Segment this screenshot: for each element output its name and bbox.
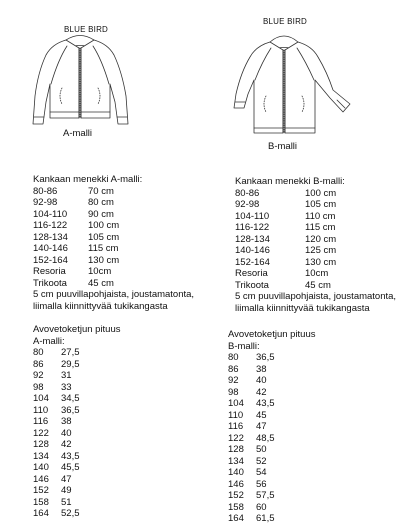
table-row: 128 50 — [228, 444, 267, 455]
brand-label-a: BLUE BIRD — [64, 25, 109, 34]
table-row: 152 49 — [33, 485, 72, 496]
table-row: 104-110 90 cm — [33, 208, 114, 220]
table-row: 80 36,5 — [228, 352, 275, 363]
zipper-subtitle-a: A-malli: — [33, 335, 65, 347]
table-row: 128-134 120 cm — [235, 233, 337, 245]
table-row: 104 43,5 — [228, 398, 275, 409]
zipper-lengths-a — [33, 324, 153, 520]
table-row: 80-86 100 cm — [235, 187, 337, 199]
table-row: Resoria 10cm — [33, 266, 112, 277]
fabric-title-b: Kankaan menekki B-malli: — [235, 176, 345, 187]
table-row: 98 33 — [33, 381, 72, 393]
zipper-title-a: Avovetoketjun pituus — [33, 324, 121, 335]
table-row: 140 54 — [228, 467, 267, 478]
table-row: 152-164 130 cm — [33, 254, 120, 266]
table-row: 92 31 — [33, 370, 72, 381]
zipper-title-b: Avovetoketjun pituus — [228, 329, 316, 340]
table-row: 152-164 130 cm — [235, 256, 337, 268]
zipper-lengths-b — [228, 329, 348, 525]
fabric-note-b: 5 cm puuvillapohjaista, joustamatonta, — [235, 291, 397, 302]
table-row: 80-86 70 cm — [33, 185, 114, 197]
table-row: 146 56 — [228, 478, 267, 490]
table-row: 104 34,5 — [33, 393, 80, 404]
table-row: 140-146 125 cm — [235, 245, 337, 256]
table-row: 86 29,5 — [33, 358, 80, 370]
table-row: 128-134 105 cm — [33, 231, 120, 243]
brand-label-b: BLUE BIRD — [263, 17, 308, 26]
zipper-subtitle-b: B-malli: — [228, 340, 260, 352]
fabric-title-a: Kankaan menekki A-malli: — [33, 174, 143, 185]
table-row: 104-110 110 cm — [235, 210, 336, 222]
fabric-note-b-2: liimalla kiinnittyvää tukikangasta — [235, 302, 370, 314]
table-row: Trikoota 45 cm — [235, 279, 331, 291]
table-row: 140 45,5 — [33, 462, 80, 473]
table-row: 92-98 105 cm — [235, 199, 337, 210]
table-row: Resoria 10cm — [235, 268, 329, 279]
table-row: 158 51 — [33, 496, 72, 508]
table-row: 140-146 115 cm — [33, 243, 119, 254]
fabric-consumption-b — [235, 176, 403, 314]
table-row: 158 60 — [228, 501, 267, 513]
table-row: 110 36,5 — [33, 404, 80, 416]
caption-b: B-malli — [268, 141, 298, 152]
table-row: 80 27,5 — [33, 347, 80, 358]
caption-a: A-malli — [63, 128, 93, 139]
fabric-note-a-2: liimalla kiinnittyvää tukikangasta — [33, 300, 168, 312]
table-row: 122 40 — [33, 427, 72, 439]
table-row: 134 43,5 — [33, 450, 80, 462]
table-row: 122 48,5 — [228, 432, 275, 444]
table-row: 164 52,5 — [33, 508, 80, 519]
fabric-consumption-a — [33, 174, 203, 312]
table-row: 116 47 — [228, 421, 267, 432]
table-row: 152 57,5 — [228, 490, 275, 501]
table-row: 92-98 80 cm — [33, 197, 114, 208]
fabric-note-a: 5 cm puuvillapohjaista, joustamatonta, — [33, 289, 195, 300]
table-row: 146 47 — [33, 473, 72, 485]
table-row: 92 40 — [228, 375, 267, 386]
table-row: 116-122 115 cm — [235, 222, 336, 233]
table-row: 110 45 — [228, 409, 267, 421]
table-row: 116-122 100 cm — [33, 220, 120, 231]
table-row: 116 38 — [33, 416, 72, 427]
table-row: 86 38 — [228, 363, 267, 375]
table-row: 134 52 — [228, 455, 267, 467]
table-row: 128 42 — [33, 439, 72, 450]
table-row: 98 42 — [228, 386, 267, 398]
table-row: 164 61,5 — [228, 513, 275, 524]
table-row: Trikoota 45 cm — [33, 277, 114, 289]
